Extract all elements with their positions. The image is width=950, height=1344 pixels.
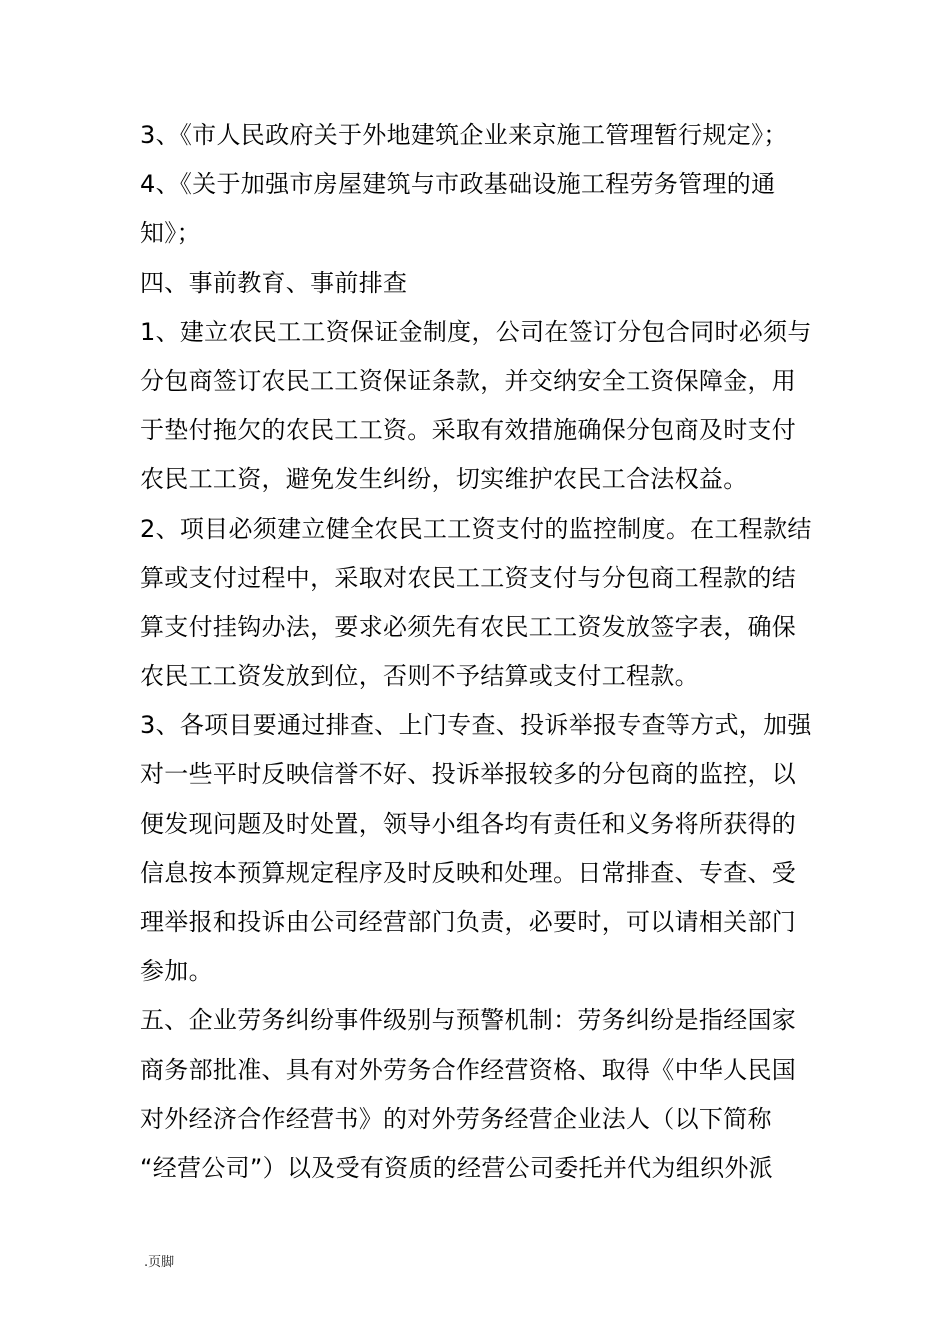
- text-line: 知》；: [140, 219, 201, 248]
- text-line: 理举报和投诉由公司经营部门负责，必要时，可以请相关部门: [140, 908, 797, 936]
- text-line: 分包商签订农民工工资保证条款，并交纳安全工资保障金，用: [140, 366, 797, 395]
- section-heading: 四、事前教育、事前排查: [140, 268, 408, 297]
- text-line: 4、《关于加强市房屋建筑与市政基础设施工程劳务管理的通: [140, 170, 776, 199]
- text-line: 便发现问题及时处置，领导小组各均有责任和义务将所获得的: [140, 809, 797, 838]
- page-footer: .页脚: [144, 1255, 175, 1270]
- text-line: 算支付挂钩办法，要求必须先有农民工工资发放签字表，确保: [140, 612, 797, 641]
- text-line: 农民工工资发放到位，否则不予结算或支付工程款。: [140, 662, 699, 691]
- text-line: 参加。: [140, 957, 213, 986]
- text-line: 3、各项目要通过排查、上门专查、投诉举报专查等方式，加强: [140, 711, 812, 740]
- text-line: 商务部批准、具有对外劳务合作经营资格、取得《中华人民国: [140, 1055, 797, 1084]
- text-line: 2、项目必须建立健全农民工工资支付的监控制度。在工程款结: [140, 514, 812, 543]
- text-line: 3、《市人民政府关于外地建筑企业来京施工管理暂行规定》；: [140, 121, 788, 149]
- text-line: 于垫付拖欠的农民工工资。采取有效措施确保分包商及时支付: [140, 416, 797, 445]
- section-heading: 五、企业劳务纠纷事件级别与预警机制：劳务纠纷是指经国家: [140, 1006, 797, 1035]
- text-line: 农民工工资，避免发生纠纷，切实维护农民工合法权益。: [140, 465, 748, 494]
- text-line: 1、建立农民工工资保证金制度，公司在签订分包合同时必须与: [140, 317, 812, 346]
- text-line: 对一些平时反映信誉不好、投诉举报较多的分包商的监控，以: [140, 760, 797, 789]
- text-line: 信息按本预算规定程序及时反映和处理。日常排查、专查、受: [140, 858, 797, 887]
- text-line: 对外经济合作经营书》的对外劳务经营企业法人（以下简称: [140, 1104, 772, 1133]
- document-body: [140, 111, 840, 1193]
- text-line: 算或支付过程中，采取对农民工工资支付与分包商工程款的结: [140, 563, 797, 592]
- text-line: “经营公司”）以及受有资质的经营公司委托并代为组织外派: [140, 1153, 773, 1182]
